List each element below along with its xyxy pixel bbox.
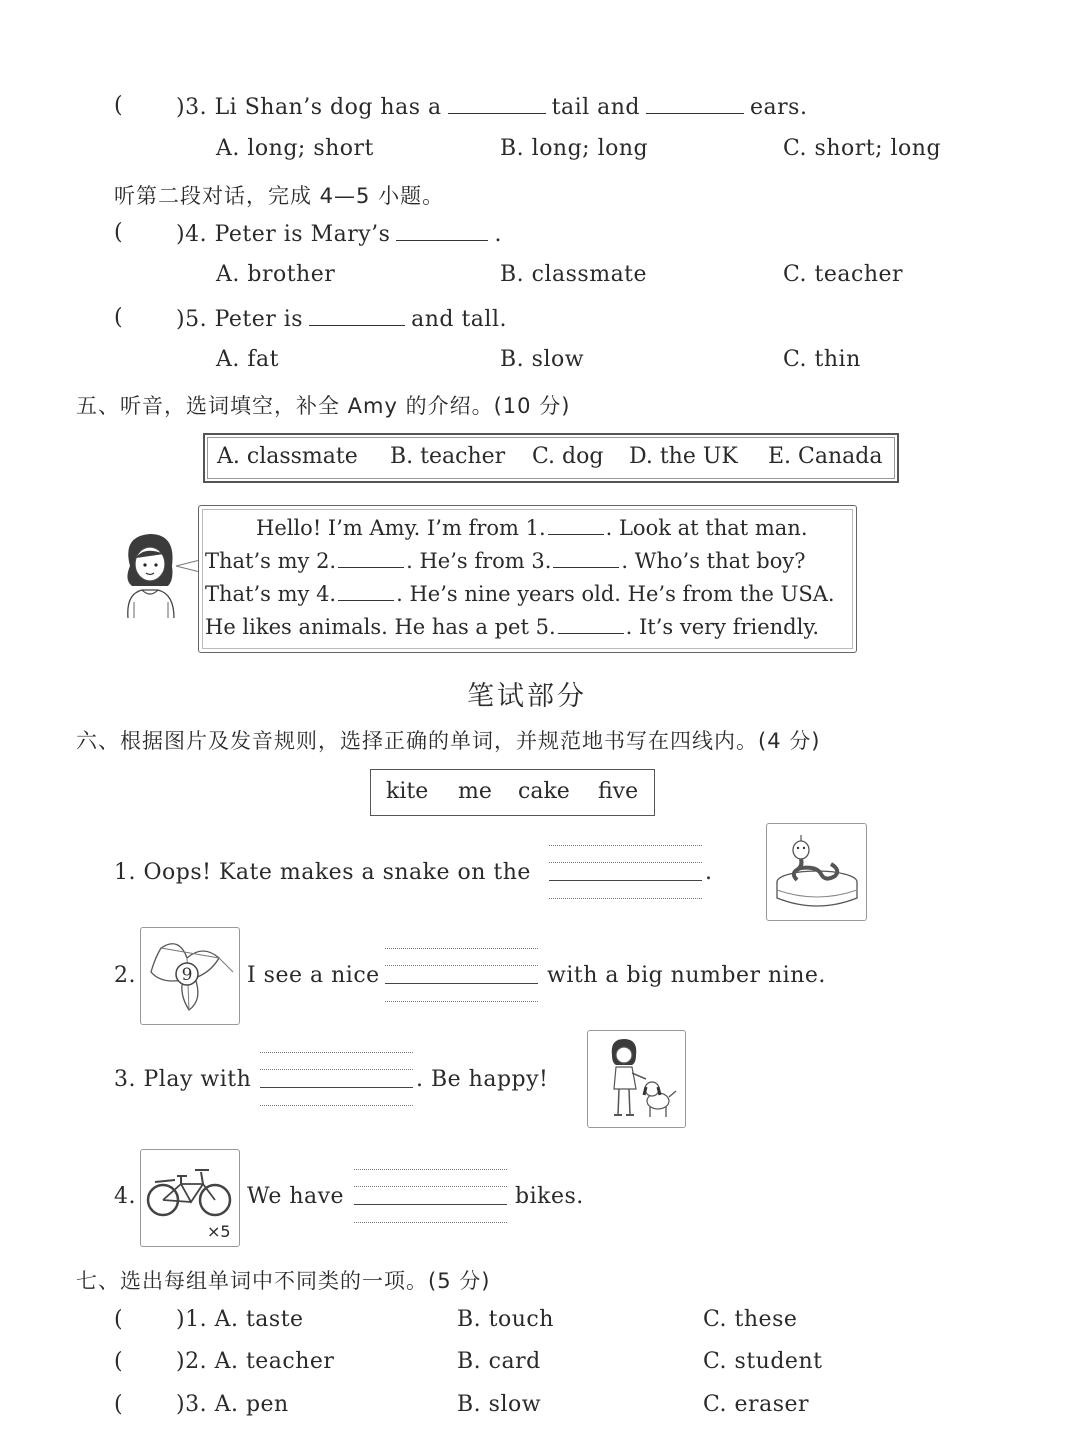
option-b: B. long; long bbox=[500, 136, 649, 161]
girl-with-dog-icon bbox=[588, 1031, 685, 1127]
option-c: C. eraser bbox=[703, 1392, 810, 1417]
word-option: B. teacher bbox=[390, 444, 506, 469]
option-a: A. fat bbox=[216, 347, 279, 372]
answer-paren[interactable]: ( bbox=[114, 1307, 123, 1332]
option-c: C. student bbox=[703, 1349, 823, 1374]
kite-number-nine: 9 bbox=[181, 965, 193, 985]
option-a: A. long; short bbox=[216, 136, 374, 161]
option-c: C. thin bbox=[783, 347, 861, 372]
passage-blank-1[interactable] bbox=[548, 516, 604, 535]
kite-picture bbox=[140, 927, 240, 1025]
bike-picture bbox=[140, 1149, 240, 1247]
answer-paren[interactable]: ( bbox=[114, 220, 123, 245]
stem-part: )5. Peter is bbox=[176, 307, 304, 332]
four-line-writing-area-2[interactable] bbox=[385, 948, 538, 1002]
passage-blank-3[interactable] bbox=[553, 549, 619, 568]
passage-text: . Who’s that boy? bbox=[621, 549, 806, 573]
part7-heading: 七、选出每组单词中不同类的一项。(5 分) bbox=[76, 1269, 491, 1293]
dialogue-2-instruction: 听第二段对话，完成 4—5 小题。 bbox=[114, 184, 445, 208]
passage-line-1 bbox=[256, 516, 808, 540]
question-stem bbox=[176, 220, 502, 247]
word-option: C. dog bbox=[532, 444, 604, 469]
item4-text-b: bikes. bbox=[515, 1184, 584, 1209]
answer-paren[interactable]: ( bbox=[114, 1392, 123, 1417]
answer-blank[interactable] bbox=[396, 220, 488, 241]
option-c: C. short; long bbox=[783, 136, 942, 161]
answer-blank[interactable] bbox=[309, 305, 405, 326]
passage-text: . He’s from 3. bbox=[406, 549, 552, 573]
stem-part: )4. Peter is Mary’s bbox=[176, 222, 391, 247]
amy-passage-box bbox=[198, 505, 857, 653]
passage-blank-5[interactable] bbox=[558, 615, 624, 634]
cake-snake-icon bbox=[767, 824, 866, 920]
item1-text: 1. Oops! Kate makes a snake on the bbox=[114, 860, 531, 885]
item2-number: 2. bbox=[114, 963, 136, 988]
option-c: C. these bbox=[703, 1307, 798, 1332]
passage-text: That’s my 4. bbox=[205, 582, 337, 606]
answer-paren[interactable]: ( bbox=[114, 1349, 123, 1374]
item4-text-a: We have bbox=[247, 1184, 345, 1209]
girl-dog-picture bbox=[587, 1030, 686, 1128]
four-line-writing-area-4[interactable] bbox=[354, 1169, 507, 1223]
kite-icon bbox=[141, 928, 239, 1024]
passage-line-3 bbox=[205, 582, 835, 606]
word-option: E. Canada bbox=[768, 444, 883, 469]
item3-text-b: . Be happy! bbox=[416, 1067, 549, 1092]
item4-number: 4. bbox=[114, 1184, 136, 1209]
passage-text: He likes animals. He has a pet 5. bbox=[205, 615, 556, 639]
word-choice: cake bbox=[518, 779, 570, 804]
word-bank bbox=[203, 433, 899, 483]
answer-blank[interactable] bbox=[448, 93, 546, 114]
four-line-writing-area-3[interactable] bbox=[260, 1052, 413, 1106]
stem-part: and tall. bbox=[411, 307, 507, 332]
answer-paren[interactable]: ( bbox=[114, 93, 123, 118]
option-b: B. card bbox=[457, 1349, 541, 1374]
passage-text: . It’s very friendly. bbox=[625, 615, 820, 639]
option-a: )2. A. teacher bbox=[176, 1349, 335, 1374]
option-a: )1. A. taste bbox=[176, 1307, 304, 1332]
word-option: D. the UK bbox=[629, 444, 738, 469]
option-b: B. touch bbox=[457, 1307, 554, 1332]
item2-text-a: I see a nice bbox=[247, 963, 380, 988]
passage-text: . He’s nine years old. He’s from the USA. bbox=[396, 582, 835, 606]
option-b: B. slow bbox=[500, 347, 585, 372]
passage-text: . Look at that man. bbox=[605, 516, 808, 540]
passage-blank-2[interactable] bbox=[338, 549, 404, 568]
word-choice: kite bbox=[386, 779, 429, 804]
question-stem bbox=[176, 305, 507, 332]
option-a: )3. A. pen bbox=[176, 1392, 289, 1417]
option-b: B. classmate bbox=[500, 262, 648, 287]
cake-picture bbox=[766, 823, 867, 921]
word-choice: five bbox=[598, 779, 639, 804]
passage-text: Hello! I’m Amy. I’m from 1. bbox=[256, 516, 546, 540]
item3-text-a: 3. Play with bbox=[114, 1067, 252, 1092]
four-line-writing-area-1[interactable] bbox=[549, 845, 702, 899]
written-section-title: 笔试部分 bbox=[467, 681, 587, 712]
option-a: A. brother bbox=[216, 262, 336, 287]
option-b: B. slow bbox=[457, 1392, 542, 1417]
passage-blank-4[interactable] bbox=[338, 582, 394, 601]
item2-text-b: with a big number nine. bbox=[547, 963, 826, 988]
stem-part: )3. Li Shan’s dog has a bbox=[176, 95, 442, 120]
bike-count-label: ×5 bbox=[207, 1222, 231, 1241]
part5-heading: 五、听音，选词填空，补全 Amy 的介绍。(10 分) bbox=[76, 394, 571, 418]
answer-blank[interactable] bbox=[646, 93, 744, 114]
word-option: A. classmate bbox=[217, 444, 358, 469]
passage-line-4 bbox=[205, 615, 819, 639]
passage-text: That’s my 2. bbox=[205, 549, 337, 573]
question-stem bbox=[176, 93, 807, 120]
part6-heading: 六、根据图片及发音规则，选择正确的单词，并规范地书写在四线内。(4 分) bbox=[76, 729, 821, 753]
stem-part: ears. bbox=[750, 95, 808, 120]
stem-part: tail and bbox=[551, 95, 640, 120]
girl-amy-illustration bbox=[112, 528, 202, 620]
passage-line-2 bbox=[205, 549, 805, 573]
option-c: C. teacher bbox=[783, 262, 904, 287]
word-choice: me bbox=[458, 779, 492, 804]
answer-paren[interactable]: ( bbox=[114, 305, 123, 330]
word-choice-box bbox=[370, 769, 655, 816]
stem-part: . bbox=[494, 222, 502, 247]
item1-period: . bbox=[705, 860, 713, 885]
